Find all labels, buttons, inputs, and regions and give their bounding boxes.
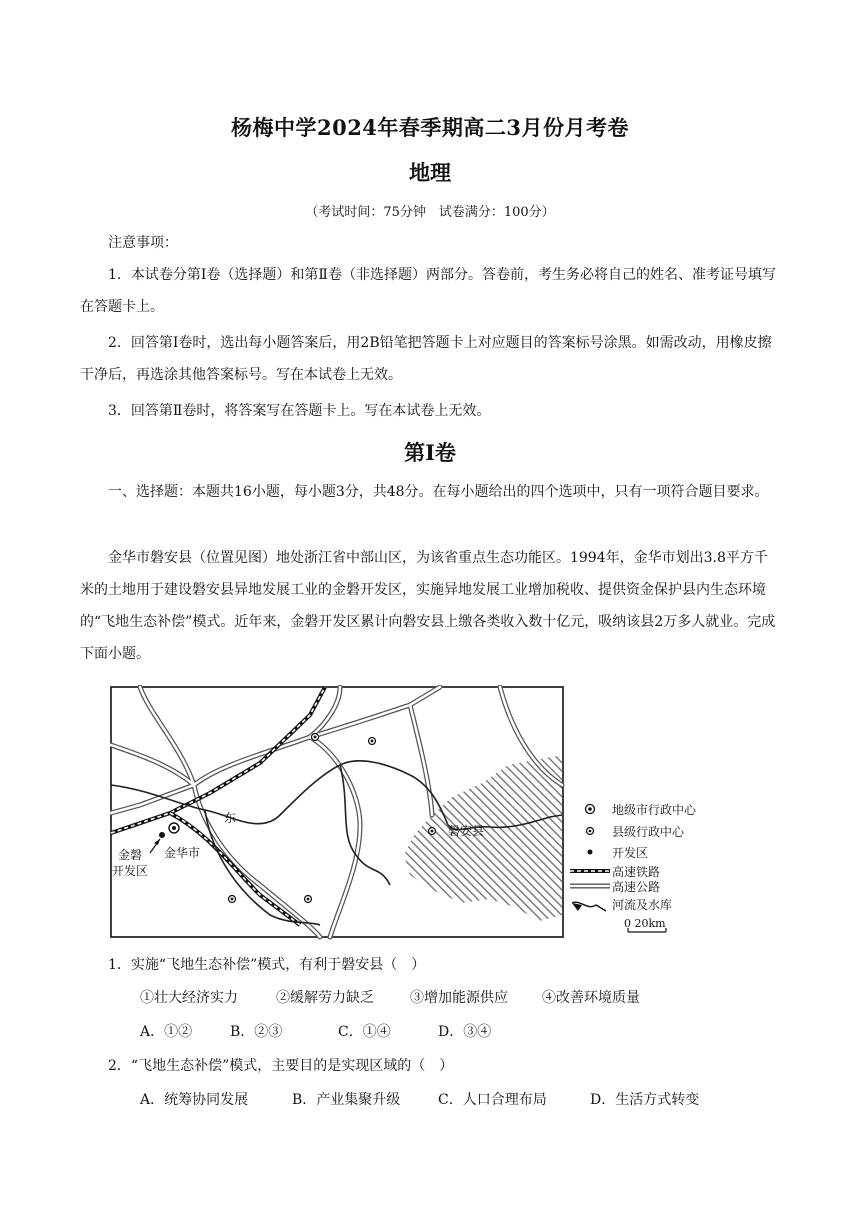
q2-option-b[interactable]: B．产业集聚升级	[292, 1092, 401, 1108]
exam-info: （考试时间：75分钟 试卷满分：100分）	[305, 205, 555, 220]
section-instructions: 一、选择题：本题共16小题，每小题3分，共48分。在每小题给出的四个选项中，只有一项符合题目要求。	[108, 484, 769, 500]
map-label-panan: 磐安县	[448, 824, 485, 838]
q1-option-c[interactable]: C．①④	[338, 1024, 391, 1040]
notice-item-2: 2．回答第Ⅰ卷时，选出每小题答案后，用2B铅笔把答题卡上对应题目的答案标号涂黑。如需改动，用橡皮擦干净后，再选涂其他答案标号。写在本试卷上无效。	[80, 335, 772, 383]
question-1-stem: 1．实施“飞地生态补偿”模式，有利于磐安县（ ）	[108, 957, 426, 973]
prefecture-center-marker	[169, 823, 179, 833]
legend-prefecture: 地级市行政中心	[612, 803, 697, 817]
q1-item-1: ①壮大经济实力	[140, 990, 238, 1006]
legend-railway: 高速铁路	[612, 865, 661, 879]
legend-scale: 0 20km	[624, 917, 666, 930]
exam-title: 杨梅中学2024年春季期高二3月份月考卷	[230, 115, 630, 140]
notice-heading: 注意事项：	[108, 235, 178, 251]
q1-option-d[interactable]: D．③④	[438, 1024, 492, 1040]
q2-option-d[interactable]: D．生活方式转变	[590, 1092, 700, 1108]
q2-option-a[interactable]: A．统筹协同发展	[140, 1092, 249, 1108]
subject-title: 地理	[409, 160, 451, 185]
question-2-stem: 2．“飞地生态补偿”模式，主要目的是实现区域的（ ）	[108, 1058, 454, 1074]
section-title: 第Ⅰ卷	[404, 440, 456, 465]
q1-item-3: ③增加能源供应	[410, 990, 508, 1006]
q1-option-b[interactable]: B．②③	[230, 1024, 283, 1040]
development-zone-marker	[159, 832, 165, 838]
map-label-jinpan: 金磐	[118, 848, 143, 862]
map-label-kaifaqu: 开发区	[112, 864, 149, 878]
q1-option-a[interactable]: A．①②	[140, 1024, 193, 1040]
legend-river: 河流及水库	[612, 898, 673, 912]
q1-item-4: ④改善环境质量	[542, 990, 640, 1006]
notice-item-3: 3．回答第Ⅱ卷时，将答案写在答题卡上。写在本试卷上无效。	[108, 403, 491, 419]
map-label-jinhua: 金华市	[164, 846, 201, 860]
legend-highway: 高速公路	[612, 880, 661, 894]
q2-option-c[interactable]: C．人口合理布局	[438, 1092, 547, 1108]
notice-item-1: 1．本试卷分第Ⅰ卷（选择题）和第Ⅱ卷（非选择题）两部分。答卷前，考生务必将自己的姓名、准考证号填写在答题卡上。	[80, 267, 776, 315]
legend-county: 县级行政中心	[612, 825, 685, 839]
location-map	[110, 685, 710, 941]
reading-passage: 金华市磐安县（位置见图）地处浙江省中部山区，为该省重点生态功能区。1994年，金华市划出3.8平方千米的土地用于建设磐安县异地发展工业的金磐开发区，实施异地发展工业增加税收、提供资金保护县内生态环境的“飞地生态补偿”模式。近年来，金磐开发区累计向磐安县上缴各类收入数十亿元，吸纳该县2万多人就业。完成下面小题。	[80, 550, 776, 662]
map-label-dong: 东	[224, 811, 237, 825]
q1-item-2: ②缓解劳力缺乏	[276, 990, 374, 1006]
legend-devzone: 开发区	[612, 846, 649, 860]
